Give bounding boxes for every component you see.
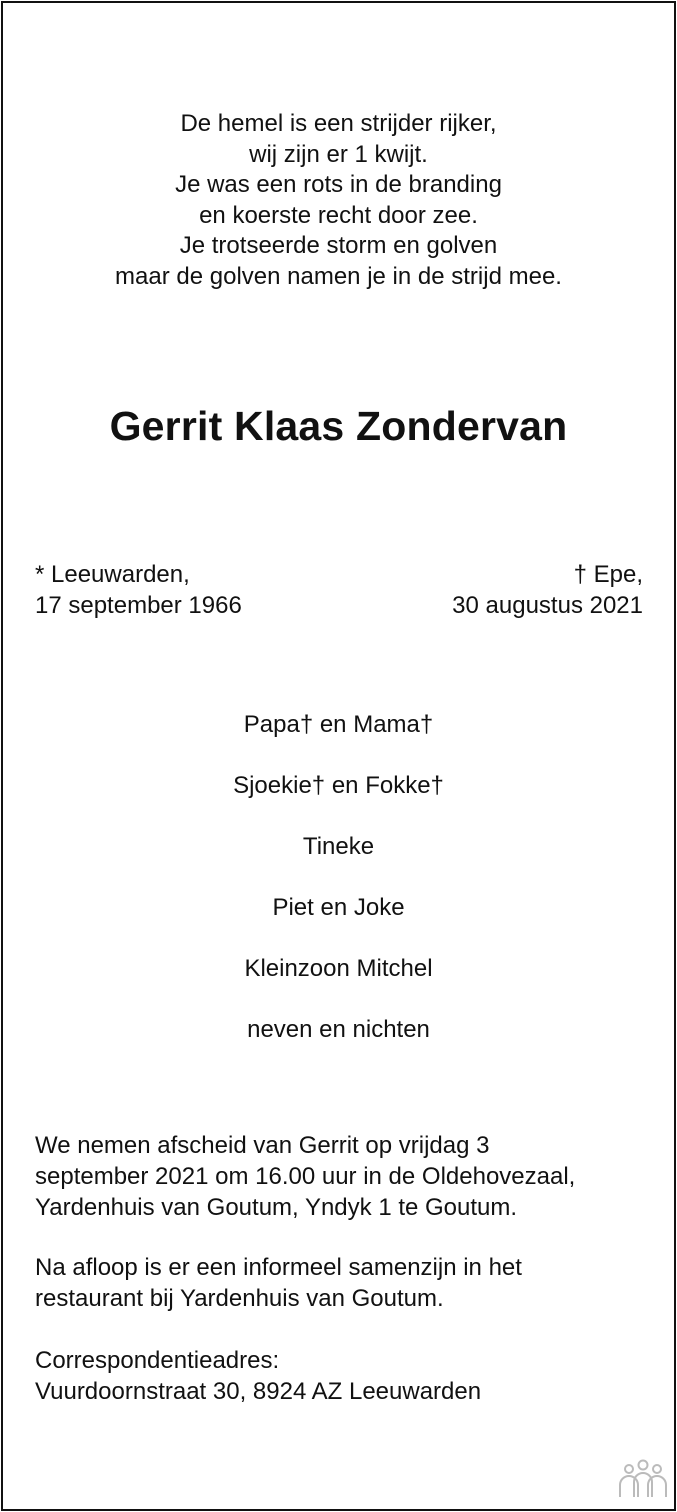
correspondence-address [35, 1345, 645, 1407]
poem-line: wij zijn er 1 kwijt. [249, 140, 428, 168]
birth-date: 17 september 1966 [35, 592, 242, 619]
family-member: Sjoekie† en Fokke† [233, 772, 444, 799]
death-date: 30 augustus 2021 [452, 592, 643, 619]
address-label: Correspondentieadres: [35, 1347, 280, 1374]
death-info [452, 559, 643, 621]
death-place: † Epe, [573, 561, 643, 588]
people-group-icon [617, 1457, 669, 1499]
afterward-line: restaurant bij Yardenhuis van Goutum. [35, 1285, 444, 1312]
poem-line: maar de golven namen je in de strijd mee. [115, 262, 562, 290]
family-member: Papa† en Mama† [243, 711, 434, 738]
family-member: neven en nichten [247, 1016, 430, 1043]
afterward-text [35, 1252, 645, 1314]
family-member: Tineke [302, 833, 375, 860]
poem-line: Je was een rots in de branding [175, 171, 502, 198]
birth-place: * Leeuwarden, [35, 561, 190, 588]
address-value: Vuurdoornstraat 30, 8924 AZ Leeuwarden [35, 1378, 482, 1405]
family-member: Kleinzoon Mitchel [244, 955, 433, 982]
ceremony-line: september 2021 om 16.00 uur in de Oldehovezaal, [35, 1163, 576, 1190]
deceased-name: Gerrit Klaas Zondervan [109, 403, 568, 449]
poem-line: De hemel is een strijder rijker, [180, 110, 497, 137]
ceremony-line: We nemen afscheid van Gerrit op vrijdag 3 [35, 1132, 490, 1159]
ceremony-line: Yardenhuis van Goutum, Yndyk 1 te Goutum. [35, 1194, 518, 1221]
family-list [3, 707, 674, 1073]
poem [3, 109, 674, 292]
afterward-line: Na afloop is er een informeel samenzijn in het [35, 1254, 522, 1281]
poem-line: en koerste recht door zee. [199, 201, 478, 229]
family-member: Piet en Joke [272, 894, 405, 921]
birth-info [35, 559, 242, 621]
poem-line: Je trotseerde storm en golven [179, 232, 498, 259]
obituary-card [1, 1, 676, 1511]
ceremony-text [35, 1130, 645, 1223]
